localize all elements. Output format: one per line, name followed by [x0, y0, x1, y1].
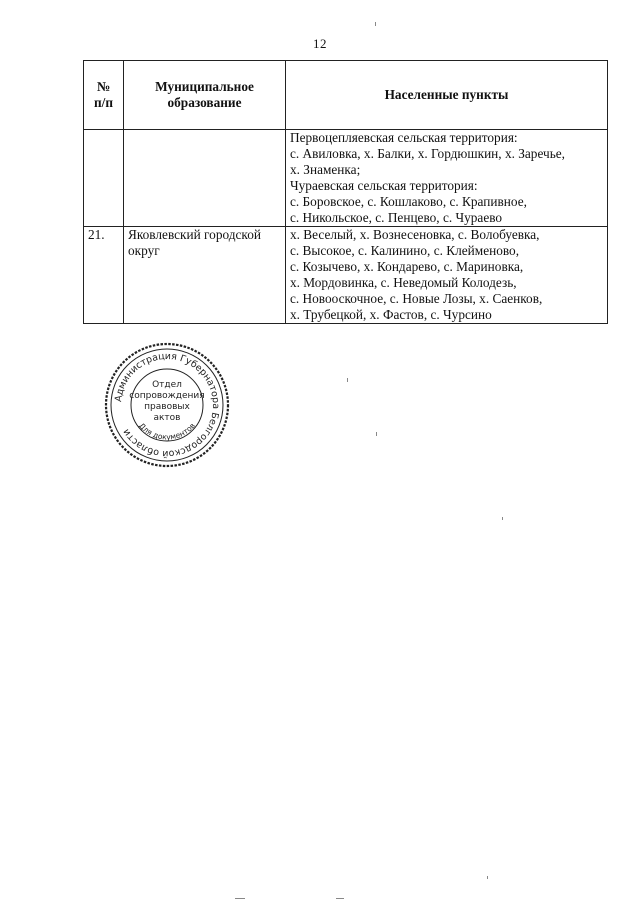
scan-speck — [487, 876, 488, 879]
settlement-line: х. Трубецкой, х. Фастов, с. Чурсино — [290, 307, 492, 322]
settlement-line: х. Мордовинка, с. Неведомый Колодезь, — [290, 275, 517, 290]
settlement-line: с. Козычево, х. Кондарево, с. Мариновка, — [290, 259, 524, 274]
row-number — [84, 130, 124, 227]
settlement-line: Первоцепляевская сельская территория: — [290, 130, 518, 145]
row-municipality: Яковлевский городской округ — [124, 227, 286, 324]
scan-speck — [336, 898, 344, 899]
settlement-line: с. Авиловка, х. Балки, х. Гордюшкин, х. Заречье, — [290, 146, 566, 161]
stamp-ring-text: Администрация Губернатора Белгородской области — [113, 350, 222, 460]
settlement-line: Чураевская сельская территория: — [290, 178, 478, 193]
header-settlements: Населенные пункты — [286, 61, 608, 130]
settlement-line: с. Боровское, с. Кошлаково, с. Крапивное, — [290, 194, 527, 209]
table-row — [84, 130, 608, 227]
settlement-line: с. Никольское, с. Пенцево, с. Чураево — [290, 210, 503, 225]
settlements-table — [83, 60, 608, 324]
header-number: № п/п — [84, 61, 124, 130]
page-number: 12 — [313, 36, 327, 51]
table-row — [84, 227, 608, 324]
scan-speck — [347, 378, 348, 382]
stamp-center-line: Отдел — [152, 380, 182, 390]
scan-speck — [376, 432, 377, 436]
official-stamp — [102, 340, 232, 470]
header-municipality: Муниципальное образование — [124, 61, 286, 130]
stamp-seal — [102, 340, 232, 470]
row-number: 21. — [84, 227, 124, 324]
scan-speck — [235, 898, 245, 899]
settlement-line: х. Знаменка; — [290, 162, 361, 177]
stamp-center-line: сопровождения — [129, 391, 205, 401]
scan-speck — [375, 22, 376, 26]
table-header-row — [84, 61, 608, 130]
stamp-center-line: актов — [153, 413, 181, 423]
row-municipality — [124, 130, 286, 227]
settlement-line: с. Новооскочное, с. Новые Лозы, х. Саенков, — [290, 291, 543, 306]
scan-speck — [502, 517, 503, 520]
stamp-bottom-text: Для документов — [137, 421, 197, 442]
row-settlements — [286, 227, 608, 324]
settlement-line: с. Высокое, с. Калинино, с. Клейменово, — [290, 243, 520, 258]
stamp-center-line: правовых — [144, 402, 190, 412]
row-settlements — [286, 130, 608, 227]
settlement-line: х. Веселый, х. Вознесеновка, с. Волобуевка, — [290, 227, 540, 242]
